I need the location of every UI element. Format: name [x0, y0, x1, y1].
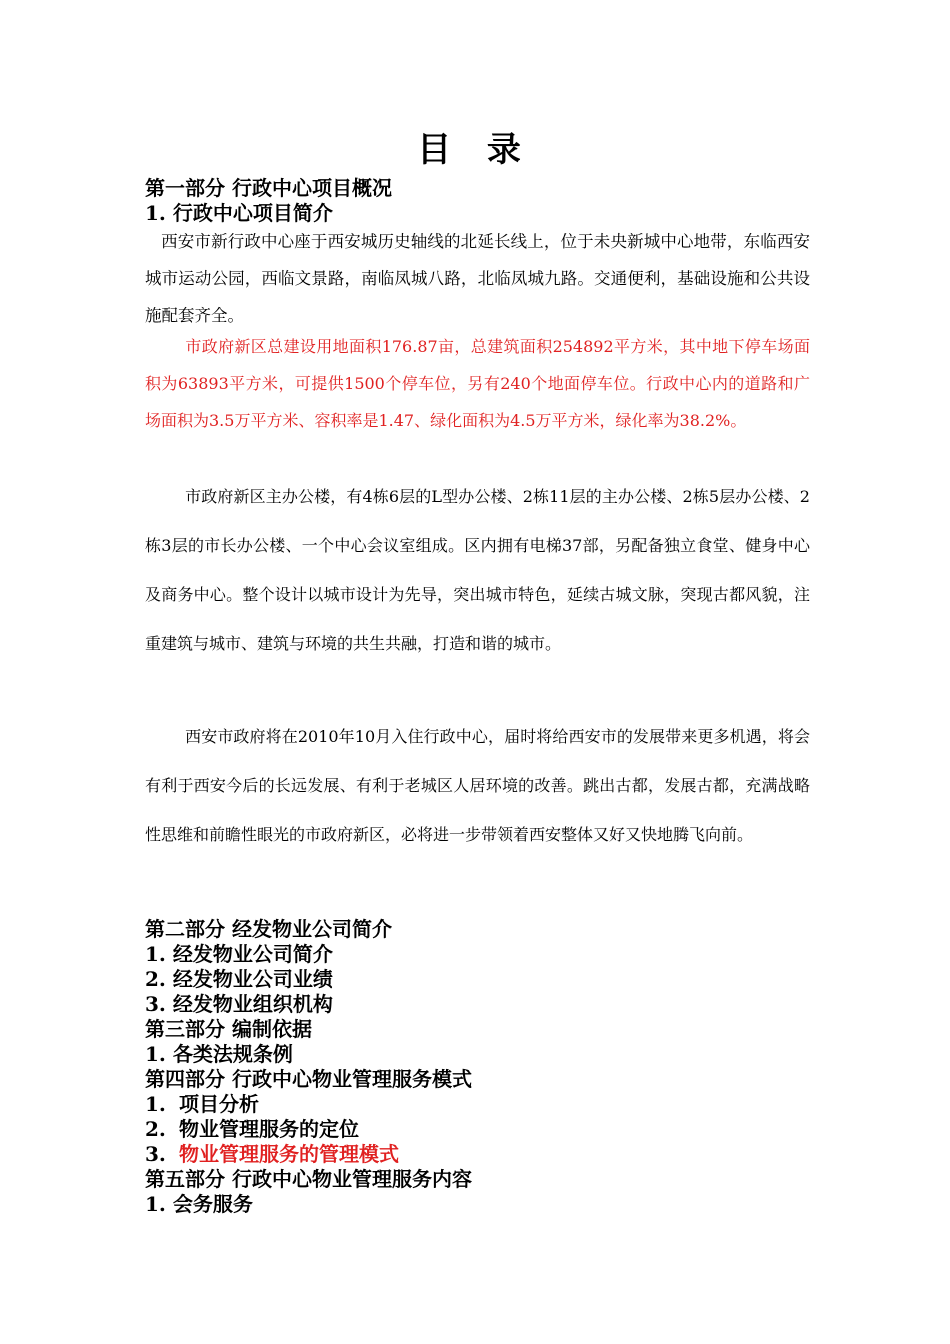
part1-paragraph-2: 市政府新区总建设用地面积176.87亩，总建筑面积254892平方米，其中地下停车场面积为63893平方米，可提供1500个停车位，另有240个地面停车位。行政中心内的道路和广场面积为3.5万平方米、容积率是1.47、绿化面积为4.5万平方米，绿化率为38.2%。	[145, 337, 810, 430]
part2-item-2: 2. 经发物业公司业绩	[145, 967, 333, 991]
part4-item-2: 2. 物业管理服务的定位	[145, 1117, 359, 1141]
part1-heading: 第一部分 行政中心项目概况	[145, 176, 392, 200]
part1-paragraph-3: 市政府新区主办公楼，有4栋6层的L型办公楼、2栋11层的主办公楼、2栋5层办公楼、2栋3层的市长办公楼、一个中心会议室组成。区内拥有电梯37部，另配备独立食堂、健身中心及商务中心。整个设计以城市设计为先导，突出城市特色，延续古城文脉，突现古都风貌，注重建筑与城市、建筑与环境的共生共融，打造和谐的城市。	[145, 487, 810, 653]
part2-item-3: 3. 经发物业组织机构	[145, 992, 333, 1016]
part1-paragraph-1: 西安市新行政中心座于西安城历史轴线的北延长线上，位于未央新城中心地带，东临西安城市运动公园，西临文景路，南临凤城八路，北临凤城九路。交通便利，基础设施和公共设施配套齐全。	[145, 232, 810, 325]
part5-item-1: 1. 会务服务	[145, 1192, 253, 1216]
part4-item-3: 3. 物业管理服务的管理模式	[145, 1142, 399, 1166]
part2-item-1: 1. 经发物业公司简介	[145, 942, 333, 966]
part4-heading: 第四部分 行政中心物业管理服务模式	[145, 1067, 472, 1091]
part1-sub1: 1. 行政中心项目简介	[145, 201, 333, 225]
part3-item-1: 1. 各类法规条例	[145, 1042, 293, 1066]
page-title: 目 录	[417, 130, 533, 170]
part2-heading: 第二部分 经发物业公司简介	[145, 917, 392, 941]
part1-paragraph-4: 西安市政府将在2010年10月入住行政中心，届时将给西安市的发展带来更多机遇，将会有利于西安今后的长远发展、有利于老城区人居环境的改善。跳出古都，发展古都，充满战略性思维和前瞻性眼光的市政府新区，必将进一步带领着西安整体又好又快地腾飞向前。	[145, 727, 810, 844]
part4-item-1: 1. 项目分析	[145, 1092, 259, 1116]
part5-heading: 第五部分 行政中心物业管理服务内容	[145, 1167, 472, 1191]
part3-heading: 第三部分 编制依据	[145, 1017, 312, 1041]
